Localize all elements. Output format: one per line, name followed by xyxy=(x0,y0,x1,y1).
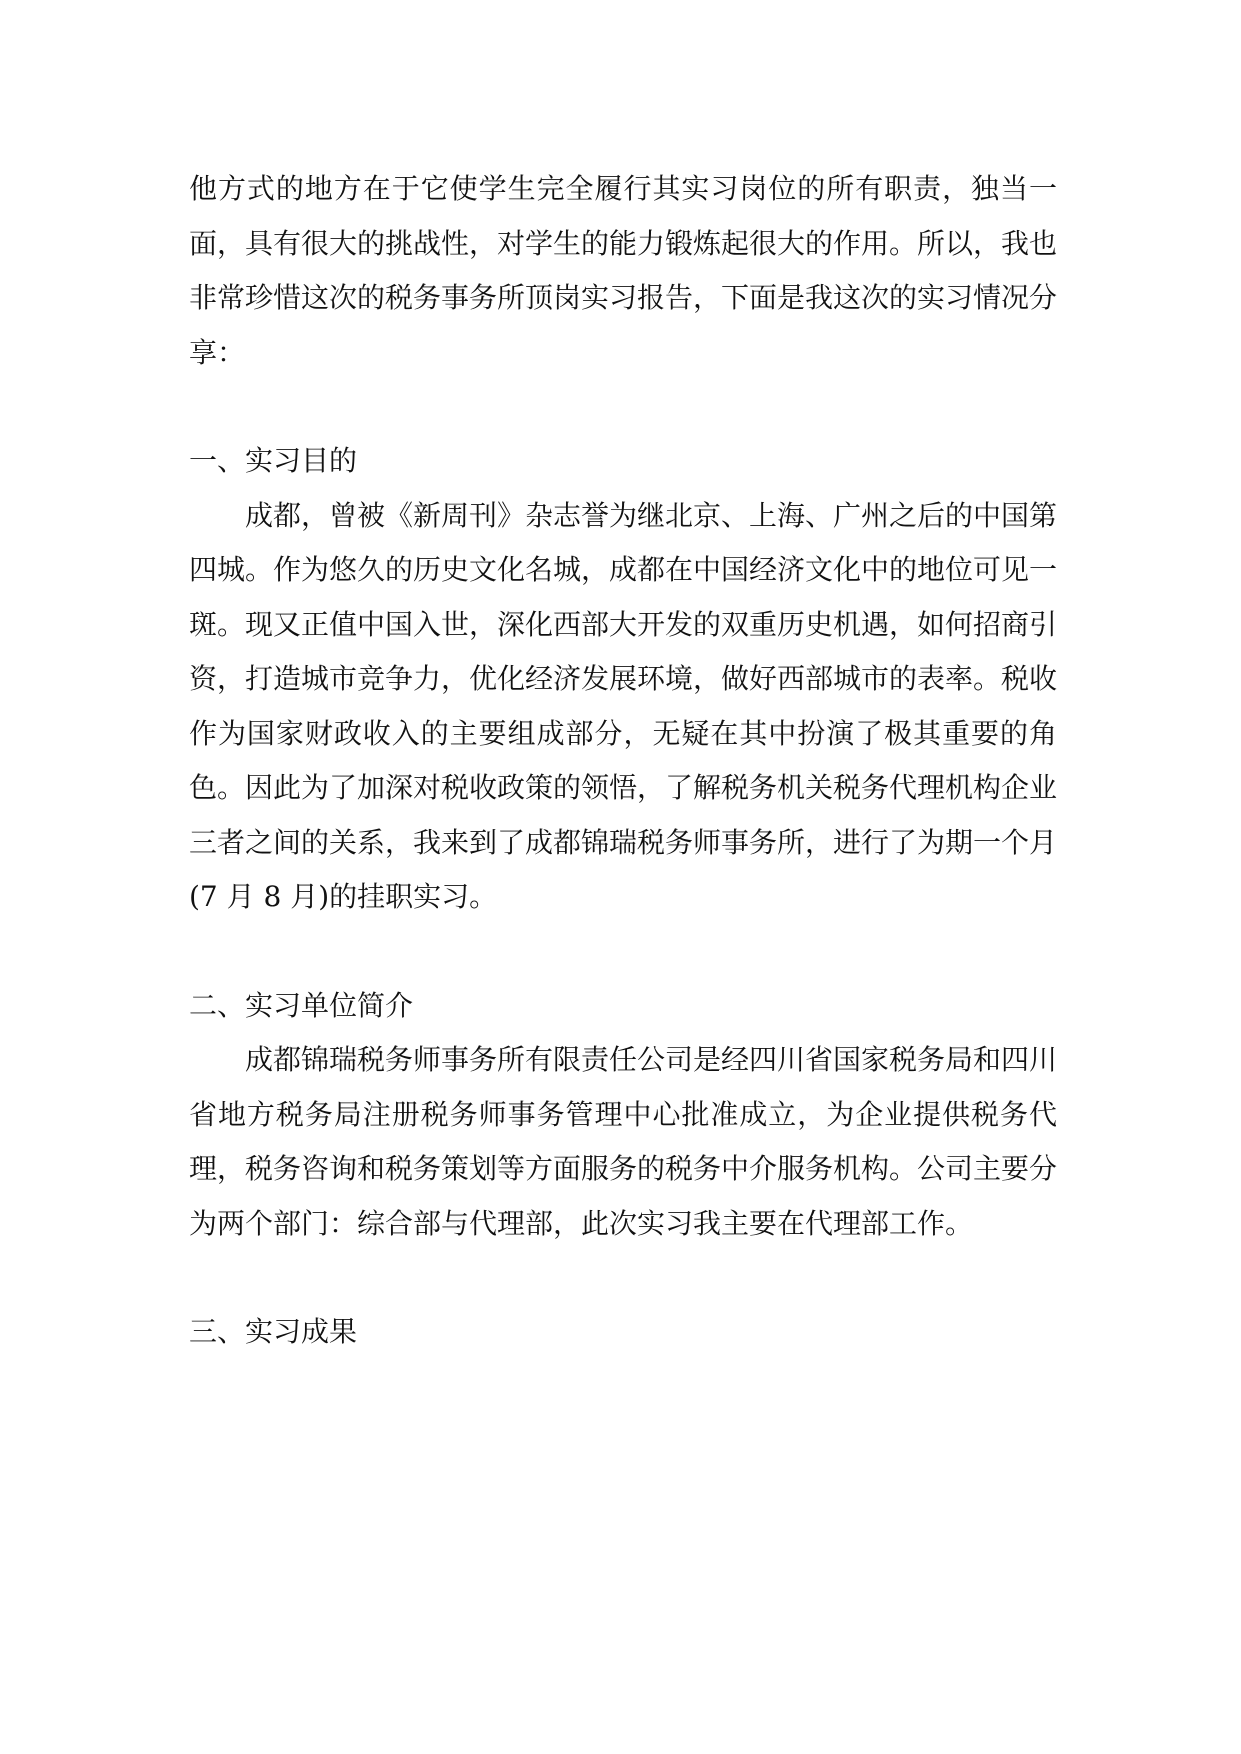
section-heading-results: 三、实习成果 xyxy=(189,1315,358,1348)
section-heading-company: 二、实习单位简介 xyxy=(189,988,414,1022)
section-gap xyxy=(189,1251,1057,1305)
section-gap xyxy=(189,925,1057,979)
section-body-purpose: 成都，曾被《新周刊》杂志誉为继北京、上海、广州之后的中国第四城。作为悠久的历史文化名城，成都在中国经济文化中的地位可见一斑。现又正值中国入世，深化西部大开发的双重历史机遇，如何招商引资，打造城市竞争力，优化经济发展环境，做好西部城市的表率。税收作为国家财政收入的主要组成部分，无疑在其中扮演了极其重要的角色。因此为了加深对税收政策的领悟，了解税务机关税务代理机构企业三者之间的关系，我来到了成都锦瑞税务师事务所，进行了为期一个月(7 月 8 月)的挂职实习。 xyxy=(189,498,1058,913)
section-body-company: 成都锦瑞税务师事务所有限责任公司是经四川省国家税务局和四川省地方税务局注册税务师事务管理中心批准成立，为企业提供税务代理，税务咨询和税务策划等方面服务的税务中介服务机构。公司主要分为两个部门：综合部与代理部，此次实习我主要在代理部工作。 xyxy=(189,1043,1058,1240)
intro-paragraph: 他方式的地方在于它使学生完全履行其实习岗位的所有职责，独当一面，具有很大的挑战性，对学生的能力锻炼起很大的作用。所以，我也非常珍惜这次的税务事务所顶岗实习报告，下面是我这次的实习情况分享： xyxy=(189,172,1058,369)
document-page xyxy=(189,162,1057,1360)
section-gap xyxy=(189,380,1057,434)
section-heading-purpose: 一、实习目的 xyxy=(189,444,358,477)
